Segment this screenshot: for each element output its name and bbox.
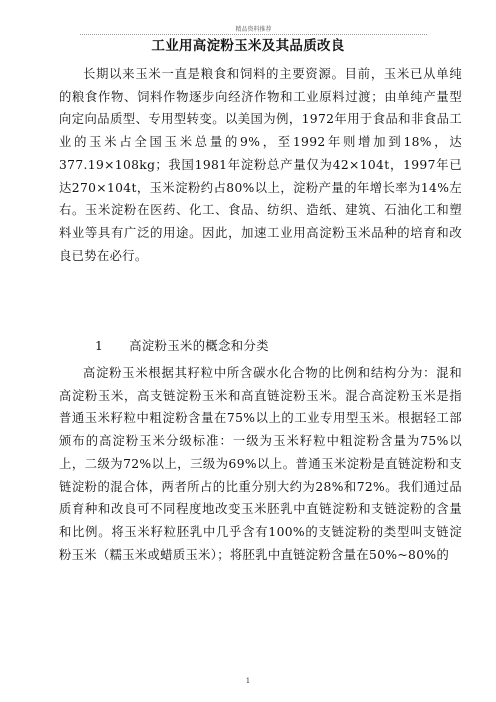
page-number: 1 <box>245 677 251 685</box>
page-header-watermark <box>80 20 427 35</box>
section-title: 高淀粉玉米的概念和分类 <box>129 339 269 353</box>
section-heading <box>95 336 269 354</box>
paragraph-classification: 高淀粉玉米根据其籽粒中所含碳水化合物的比例和结构分为：混和高淀粉玉米，高支链淀粉玉米和高直链淀粉玉米。混合高淀粉玉米是指普通玉米籽粒中粗淀粉含量在75%以上的工业专用型玉米。根据轻工部颁布的高淀粉玉米分级标准：一级为玉米籽粒中粗淀粉含量为75%以上，二级为72%以上，三级为69%以上。普通玉米淀粉是直链淀粉和支链淀粉的混合体，两者所占的比重分别大约为28%和72%。我们通过品质育种和改良可不同程度地改变玉米胚乳中直链淀粉和支链淀粉的含量和比例。将玉米籽粒胚乳中几乎含有100%的支链淀粉的类型叫支链淀粉玉米（糯玉米或蜡质玉米）；将胚乳中直链淀粉含量在50%~80%的 <box>59 366 462 562</box>
header-watermark-text: 精品资料推荐 <box>232 26 274 33</box>
document-title: 工业用高淀粉玉米及其品质改良 <box>151 38 345 54</box>
section-number: 1 <box>95 339 104 353</box>
paragraph-intro: 长期以来玉米一直是粮食和饲料的主要资源。目前，玉米已从单纯的粮食作物、饲料作物逐步向经济作物和工业原料过渡；由单纯产量型向定向品质型、专用型转变。以美国为例，1972年用于食品和非食品工业的玉米占全国玉米总量的9%，至1992年则增加到18%，达377.19×108kg；我国1981年淀粉总产量仅为42×104t，1997年已达270×104t，玉米淀粉约占80%以上，淀粉产量的年增长率为14%左右。玉米淀粉在医药、化工、食品、纺织、造纸、建筑、石油化工和塑料业等具有广泛的用途。因此，加速工业用高淀粉玉米品种的培育和改良已势在必行。 <box>59 67 462 263</box>
